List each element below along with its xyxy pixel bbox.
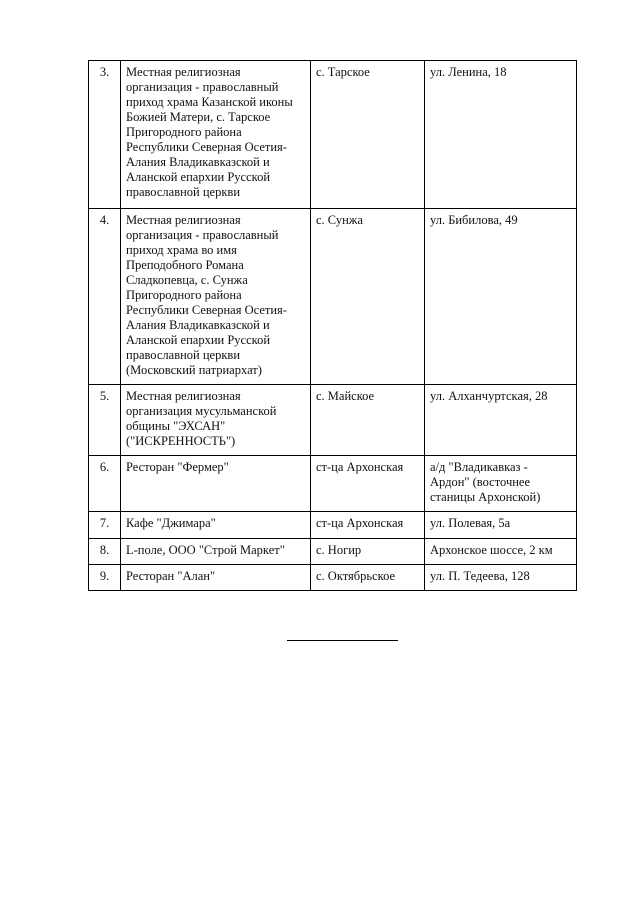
object-name: Ресторан "Алан" [121, 565, 311, 591]
objects-table [88, 60, 577, 591]
settlement: с. Майское [311, 385, 425, 456]
settlement: с. Октябрьское [311, 565, 425, 591]
settlement: с. Тарское [311, 61, 425, 209]
row-number: 4. [89, 209, 121, 385]
settlement: с. Ногир [311, 539, 425, 565]
object-name: Кафе "Джимара" [121, 512, 311, 539]
address: а/д "Владикавказ - Ардон" (восточнее станицы Архонской) [425, 456, 577, 512]
table-row [89, 565, 577, 591]
object-name: L-поле, ООО "Строй Маркет" [121, 539, 311, 565]
row-number: 7. [89, 512, 121, 539]
row-number: 3. [89, 61, 121, 209]
address: ул. П. Тедеева, 128 [425, 565, 577, 591]
end-of-document-rule [287, 640, 398, 641]
table-row [89, 385, 577, 456]
table-row [89, 456, 577, 512]
object-name: Местная религиозная организация мусульманской общины "ЭХСАН" ("ИСКРЕННОСТЬ") [121, 385, 311, 456]
object-name: Местная религиозная организация - православный приход храма во имя Преподобного Романа Сладкопевца, с. Сунжа Пригородного района Республики Северная Осетия- Алания Владикавказской и Аланской епархии Русской православной церкви (Московский патриархат) [121, 209, 311, 385]
table-row [89, 209, 577, 385]
row-number: 8. [89, 539, 121, 565]
address: Архонское шоссе, 2 км [425, 539, 577, 565]
address: ул. Алханчуртская, 28 [425, 385, 577, 456]
row-number: 9. [89, 565, 121, 591]
settlement: ст-ца Архонская [311, 456, 425, 512]
table-row [89, 512, 577, 539]
settlement: с. Сунжа [311, 209, 425, 385]
settlement: ст-ца Архонская [311, 512, 425, 539]
row-number: 5. [89, 385, 121, 456]
address: ул. Ленина, 18 [425, 61, 577, 209]
row-number: 6. [89, 456, 121, 512]
table-row [89, 539, 577, 565]
address: ул. Полевая, 5а [425, 512, 577, 539]
object-name: Ресторан "Фермер" [121, 456, 311, 512]
address: ул. Бибилова, 49 [425, 209, 577, 385]
object-name: Местная религиозная организация - православный приход храма Казанской иконы Божией Матери, с. Тарское Пригородного района Республики Северная Осетия- Алания Владикавказской и Аланской епархии Русской православной церкви [121, 61, 311, 209]
table-row [89, 61, 577, 209]
